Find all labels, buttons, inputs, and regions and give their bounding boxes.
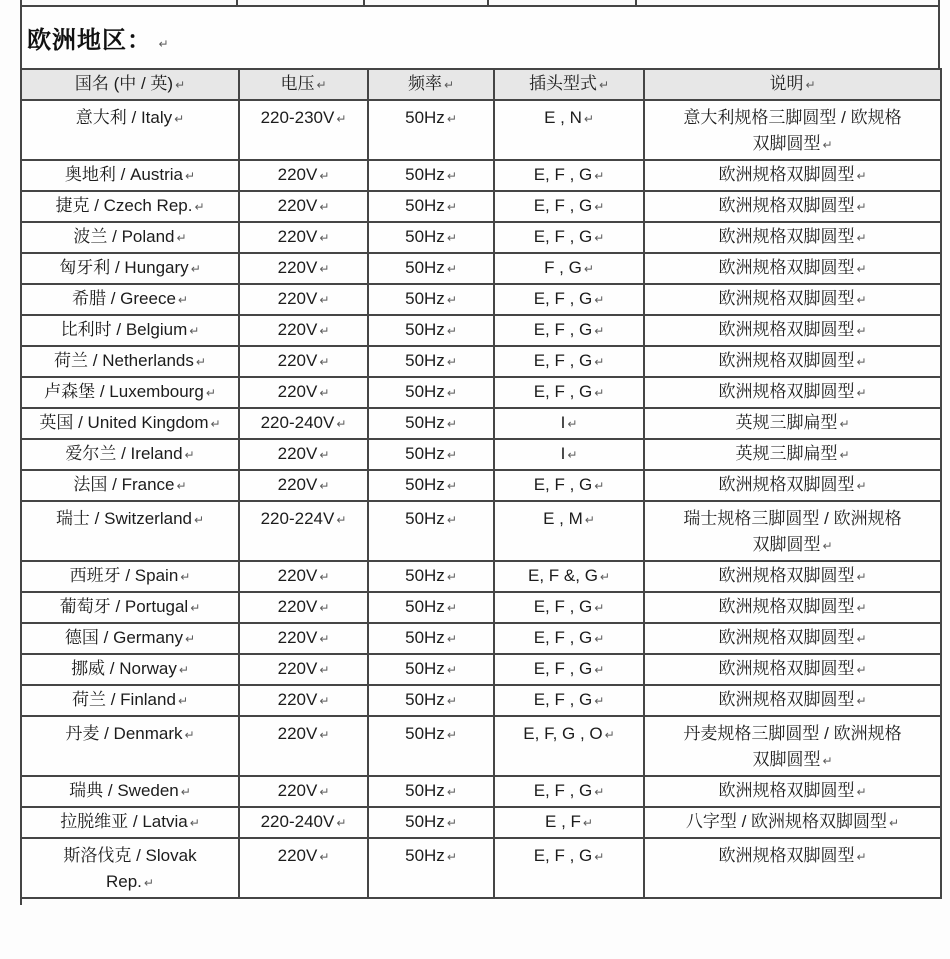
description-cell: 意大利规格三脚圆型 / 欧规格 双脚圆型 ↵ (644, 100, 941, 160)
cell-return-mark: ↵ (205, 386, 216, 400)
table-row (21, 654, 941, 685)
description-cell: 欧洲规格双脚圆型 ↵ (644, 315, 941, 346)
country-cell: 奥地利 / Austria ↵ (21, 160, 239, 191)
voltage-cell: 220V ↵ (239, 623, 368, 654)
frequency-cell: 50Hz ↵ (368, 807, 494, 838)
frequency-cell: 50Hz ↵ (368, 776, 494, 807)
previous-table-remnant-row (20, 0, 940, 7)
cell-return-mark: ↵ (195, 355, 206, 369)
description-cell: 欧洲规格双脚圆型 ↵ (644, 776, 941, 807)
frequency-cell: 50Hz ↵ (368, 253, 494, 284)
cell-return-mark: ↵ (446, 632, 457, 646)
cell-return-mark: ↵ (584, 513, 595, 527)
country-cell: 捷克 / Czech Rep. ↵ (21, 191, 239, 222)
cell-return-mark: ↵ (446, 386, 457, 400)
plug-type-cell: I ↵ (494, 408, 644, 439)
table-row (21, 253, 941, 284)
plug-type-cell: E , F ↵ (494, 807, 644, 838)
cell-return-mark: ↵ (582, 816, 593, 830)
country-cell: 英国 / United Kingdom ↵ (21, 408, 239, 439)
cell-return-mark: ↵ (856, 785, 867, 799)
frequency-cell: 50Hz ↵ (368, 315, 494, 346)
cell-return-mark: ↵ (856, 324, 867, 338)
cell-return-mark: ↵ (598, 78, 610, 92)
cell-return-mark: ↵ (319, 785, 330, 799)
description-cell: 欧洲规格双脚圆型 ↵ (644, 470, 941, 501)
plug-type-cell: E, F , G ↵ (494, 592, 644, 623)
description-cell: 瑞士规格三脚圆型 / 欧洲规格 双脚圆型 ↵ (644, 501, 941, 561)
plug-type-cell: E, F , G ↵ (494, 654, 644, 685)
cell-return-mark: ↵ (604, 728, 615, 742)
cell-return-mark: ↵ (319, 200, 330, 214)
country-cell: 波兰 / Poland ↵ (21, 222, 239, 253)
cell-return-mark: ↵ (336, 112, 347, 126)
cell-return-mark: ↵ (336, 816, 347, 830)
frequency-cell: 50Hz ↵ (368, 501, 494, 561)
cell-return-mark: ↵ (319, 262, 330, 276)
cell-return-mark: ↵ (319, 355, 330, 369)
frequency-cell: 50Hz ↵ (368, 439, 494, 470)
remnant-cell (238, 0, 365, 5)
cell-return-mark: ↵ (177, 293, 188, 307)
cell-return-mark: ↵ (193, 513, 205, 527)
cell-return-mark: ↵ (446, 479, 457, 493)
plug-type-cell: E, F , G ↵ (494, 222, 644, 253)
voltage-cell: 220-230V ↵ (239, 100, 368, 160)
country-cell: 斯洛伐克 / Slovak Rep. ↵ (21, 838, 239, 898)
country-cell: 西班牙 / Spain ↵ (21, 561, 239, 592)
table-header (21, 69, 941, 100)
table-row (21, 284, 941, 315)
voltage-cell: 220V ↵ (239, 346, 368, 377)
voltage-cell: 220V ↵ (239, 776, 368, 807)
remnant-cell (365, 0, 489, 5)
frequency-cell: 50Hz ↵ (368, 191, 494, 222)
voltage-cell: 220V ↵ (239, 716, 368, 776)
cell-return-mark: ↵ (856, 570, 867, 584)
table-row (21, 838, 941, 898)
next-row-remnant (20, 899, 940, 905)
voltage-cell: 220V ↵ (239, 838, 368, 898)
cell-return-mark: ↵ (319, 601, 330, 615)
section-title-row (20, 7, 940, 68)
plug-type-cell: E , M ↵ (494, 501, 644, 561)
table-row (21, 501, 941, 561)
voltage-cell: 220V ↵ (239, 191, 368, 222)
cell-return-mark: ↵ (336, 417, 347, 431)
country-cell: 希腊 / Greece ↵ (21, 284, 239, 315)
cell-return-mark: ↵ (567, 417, 578, 431)
cell-return-mark: ↵ (594, 850, 605, 864)
cell-return-mark: ↵ (594, 479, 605, 493)
cell-return-mark: ↵ (190, 262, 201, 276)
country-cell: 葡萄牙 / Portugal ↵ (21, 592, 239, 623)
description-cell: 英规三脚扁型 ↵ (644, 439, 941, 470)
description-cell: 丹麦规格三脚圆型 / 欧洲规格 双脚圆型 ↵ (644, 716, 941, 776)
cell-return-mark: ↵ (177, 694, 188, 708)
cell-return-mark: ↵ (446, 694, 457, 708)
cell-return-mark: ↵ (319, 728, 330, 742)
power-spec-table (20, 68, 942, 899)
cell-return-mark: ↵ (336, 513, 347, 527)
cell-return-mark: ↵ (180, 785, 191, 799)
cell-return-mark: ↵ (856, 169, 867, 183)
frequency-cell: 50Hz ↵ (368, 716, 494, 776)
cell-return-mark: ↵ (839, 448, 850, 462)
cell-return-mark: ↵ (446, 663, 457, 677)
description-cell: 欧洲规格双脚圆型 ↵ (644, 561, 941, 592)
plug-type-cell: E, F , G ↵ (494, 377, 644, 408)
cell-return-mark: ↵ (319, 386, 330, 400)
country-cell: 瑞士 / Switzerland ↵ (21, 501, 239, 561)
table-row (21, 592, 941, 623)
table-row (21, 191, 941, 222)
frequency-cell: 50Hz ↵ (368, 470, 494, 501)
country-cell: 瑞典 / Sweden ↵ (21, 776, 239, 807)
description-cell: 欧洲规格双脚圆型 ↵ (644, 838, 941, 898)
plug-type-cell: E, F &, G ↵ (494, 561, 644, 592)
cell-return-mark: ↵ (446, 728, 457, 742)
cell-return-mark: ↵ (446, 200, 457, 214)
cell-return-mark: ↵ (446, 169, 457, 183)
country-cell: 荷兰 / Finland ↵ (21, 685, 239, 716)
cell-return-mark: ↵ (184, 728, 195, 742)
remnant-cell (22, 0, 238, 5)
country-cell: 丹麦 / Denmark ↵ (21, 716, 239, 776)
cell-return-mark: ↵ (822, 138, 833, 152)
cell-return-mark: ↵ (446, 293, 457, 307)
cell-return-mark: ↵ (180, 570, 191, 584)
plug-type-cell: E, F , G ↵ (494, 776, 644, 807)
voltage-cell: 220V ↵ (239, 315, 368, 346)
table-row (21, 561, 941, 592)
table-body (21, 100, 941, 898)
cell-return-mark: ↵ (583, 262, 594, 276)
frequency-cell: 50Hz ↵ (368, 623, 494, 654)
cell-return-mark: ↵ (805, 78, 816, 92)
country-cell: 比利时 / Belgium ↵ (21, 315, 239, 346)
frequency-cell: 50Hz ↵ (368, 100, 494, 160)
cell-return-mark: ↵ (594, 601, 605, 615)
cell-return-mark: ↵ (446, 513, 457, 527)
cell-return-mark: ↵ (446, 417, 457, 431)
plug-type-cell: E , N ↵ (494, 100, 644, 160)
header-voltage: 电压 ↵ (239, 69, 368, 100)
cell-return-mark: ↵ (594, 785, 605, 799)
plug-type-cell: E, F , G ↵ (494, 315, 644, 346)
cell-return-mark: ↵ (446, 850, 457, 864)
cell-return-mark: ↵ (446, 355, 457, 369)
section-title: 欧洲地区： (27, 27, 152, 54)
country-cell: 挪威 / Norway ↵ (21, 654, 239, 685)
plug-type-cell: I ↵ (494, 439, 644, 470)
cell-return-mark: ↵ (856, 262, 867, 276)
table-row (21, 716, 941, 776)
cell-return-mark: ↵ (856, 632, 867, 646)
cell-return-mark: ↵ (319, 169, 330, 183)
cell-return-mark: ↵ (446, 262, 457, 276)
description-cell: 欧洲规格双脚圆型 ↵ (644, 623, 941, 654)
frequency-cell: 50Hz ↵ (368, 561, 494, 592)
cell-return-mark: ↵ (594, 231, 605, 245)
plug-type-cell: E, F , G ↵ (494, 284, 644, 315)
description-cell: 欧洲规格双脚圆型 ↵ (644, 284, 941, 315)
cell-return-mark: ↵ (143, 876, 154, 890)
country-cell: 法国 / France ↵ (21, 470, 239, 501)
frequency-cell: 50Hz ↵ (368, 284, 494, 315)
cell-return-mark: ↵ (856, 231, 867, 245)
table-row (21, 685, 941, 716)
table-row (21, 470, 941, 501)
frequency-cell: 50Hz ↵ (368, 592, 494, 623)
cell-return-mark: ↵ (889, 816, 900, 830)
table-row (21, 160, 941, 191)
cell-return-mark: ↵ (594, 324, 605, 338)
plug-type-cell: F , G ↵ (494, 253, 644, 284)
frequency-cell: 50Hz ↵ (368, 685, 494, 716)
table-row (21, 315, 941, 346)
cell-return-mark: ↵ (178, 663, 189, 677)
voltage-cell: 220V ↵ (239, 439, 368, 470)
remnant-cell (489, 0, 637, 5)
voltage-cell: 220-224V ↵ (239, 501, 368, 561)
frequency-cell: 50Hz ↵ (368, 377, 494, 408)
cell-return-mark: ↵ (594, 293, 605, 307)
cell-return-mark: ↵ (446, 816, 457, 830)
voltage-cell: 220V ↵ (239, 654, 368, 685)
paragraph-return-mark: ↵ (158, 37, 169, 51)
cell-return-mark: ↵ (184, 448, 195, 462)
cell-return-mark: ↵ (319, 694, 330, 708)
cell-return-mark: ↵ (175, 78, 186, 92)
header-country: 国名 (中 / 英) ↵ (21, 69, 239, 100)
voltage-cell: 220V ↵ (239, 284, 368, 315)
cell-return-mark: ↵ (185, 632, 196, 646)
cell-return-mark: ↵ (210, 417, 221, 431)
cell-return-mark: ↵ (319, 324, 330, 338)
country-cell: 荷兰 / Netherlands ↵ (21, 346, 239, 377)
voltage-cell: 220V ↵ (239, 222, 368, 253)
cell-return-mark: ↵ (446, 785, 457, 799)
description-cell: 欧洲规格双脚圆型 ↵ (644, 160, 941, 191)
cell-return-mark: ↵ (583, 112, 594, 126)
cell-return-mark: ↵ (594, 386, 605, 400)
cell-return-mark: ↵ (446, 570, 457, 584)
header-plug-type: 插头型式 ↵ (494, 69, 644, 100)
frequency-cell: 50Hz ↵ (368, 160, 494, 191)
frequency-cell: 50Hz ↵ (368, 408, 494, 439)
country-cell: 意大利 / Italy ↵ (21, 100, 239, 160)
cell-return-mark: ↵ (185, 169, 196, 183)
table-row (21, 776, 941, 807)
table-row (21, 377, 941, 408)
cell-return-mark: ↵ (856, 386, 867, 400)
cell-return-mark: ↵ (319, 293, 330, 307)
cell-return-mark: ↵ (319, 448, 330, 462)
description-cell: 欧洲规格双脚圆型 ↵ (644, 346, 941, 377)
header-description: 说明 ↵ (644, 69, 941, 100)
country-cell: 拉脱维亚 / Latvia ↵ (21, 807, 239, 838)
cell-return-mark: ↵ (599, 570, 610, 584)
country-cell: 爱尔兰 / Ireland ↵ (21, 439, 239, 470)
cell-return-mark: ↵ (856, 663, 867, 677)
voltage-cell: 220V ↵ (239, 685, 368, 716)
cell-return-mark: ↵ (446, 231, 457, 245)
cell-return-mark: ↵ (856, 850, 867, 864)
table-row (21, 623, 941, 654)
cell-return-mark: ↵ (856, 355, 867, 369)
description-cell: 欧洲规格双脚圆型 ↵ (644, 253, 941, 284)
table-row (21, 408, 941, 439)
table-row (21, 807, 941, 838)
voltage-cell: 220V ↵ (239, 592, 368, 623)
cell-return-mark: ↵ (856, 479, 867, 493)
table-header-row (21, 69, 941, 100)
cell-return-mark: ↵ (319, 479, 330, 493)
plug-type-cell: E, F , G ↵ (494, 191, 644, 222)
cell-return-mark: ↵ (319, 850, 330, 864)
cell-return-mark: ↵ (174, 112, 185, 126)
voltage-cell: 220V ↵ (239, 470, 368, 501)
description-cell: 欧洲规格双脚圆型 ↵ (644, 685, 941, 716)
country-cell: 德国 / Germany ↵ (21, 623, 239, 654)
cell-return-mark: ↵ (319, 663, 330, 677)
cell-return-mark: ↵ (446, 448, 457, 462)
plug-type-cell: E, F , G ↵ (494, 470, 644, 501)
cell-return-mark: ↵ (176, 479, 187, 493)
frequency-cell: 50Hz ↵ (368, 346, 494, 377)
cell-return-mark: ↵ (319, 632, 330, 646)
plug-type-cell: E, F , G ↵ (494, 685, 644, 716)
voltage-cell: 220-240V ↵ (239, 408, 368, 439)
cell-return-mark: ↵ (316, 78, 327, 92)
table-row (21, 100, 941, 160)
cell-return-mark: ↵ (594, 632, 605, 646)
plug-type-cell: E, F , G ↵ (494, 160, 644, 191)
cell-return-mark: ↵ (856, 694, 867, 708)
cell-return-mark: ↵ (567, 448, 578, 462)
cell-return-mark: ↵ (594, 694, 605, 708)
cell-return-mark: ↵ (594, 663, 605, 677)
table-row (21, 346, 941, 377)
description-cell: 欧洲规格双脚圆型 ↵ (644, 222, 941, 253)
cell-return-mark: ↵ (319, 570, 330, 584)
cell-return-mark: ↵ (319, 231, 330, 245)
cell-return-mark: ↵ (822, 539, 833, 553)
voltage-cell: 220V ↵ (239, 253, 368, 284)
remnant-cell (637, 0, 934, 5)
cell-return-mark: ↵ (190, 601, 201, 615)
cell-return-mark: ↵ (594, 169, 605, 183)
cell-return-mark: ↵ (822, 754, 833, 768)
voltage-cell: 220V ↵ (239, 561, 368, 592)
cell-return-mark: ↵ (189, 324, 200, 338)
voltage-cell: 220V ↵ (239, 377, 368, 408)
plug-type-cell: E, F, G , O ↵ (494, 716, 644, 776)
country-cell: 卢森堡 / Luxembourg ↵ (21, 377, 239, 408)
cell-return-mark: ↵ (856, 293, 867, 307)
cell-return-mark: ↵ (446, 601, 457, 615)
table-row (21, 222, 941, 253)
cell-return-mark: ↵ (443, 78, 455, 92)
description-cell: 英规三脚扁型 ↵ (644, 408, 941, 439)
description-cell: 八字型 / 欧洲规格双脚圆型 ↵ (644, 807, 941, 838)
plug-type-cell: E, F , G ↵ (494, 346, 644, 377)
description-cell: 欧洲规格双脚圆型 ↵ (644, 592, 941, 623)
cell-return-mark: ↵ (839, 417, 850, 431)
description-cell: 欧洲规格双脚圆型 ↵ (644, 377, 941, 408)
voltage-cell: 220V ↵ (239, 160, 368, 191)
frequency-cell: 50Hz ↵ (368, 222, 494, 253)
cell-return-mark: ↵ (194, 200, 205, 214)
cell-return-mark: ↵ (189, 816, 200, 830)
cell-return-mark: ↵ (446, 112, 457, 126)
word-table-document (20, 0, 940, 905)
cell-return-mark: ↵ (176, 231, 187, 245)
voltage-cell: 220-240V ↵ (239, 807, 368, 838)
cell-return-mark: ↵ (594, 200, 605, 214)
description-cell: 欧洲规格双脚圆型 ↵ (644, 654, 941, 685)
cell-return-mark: ↵ (856, 200, 867, 214)
frequency-cell: 50Hz ↵ (368, 654, 494, 685)
header-frequency: 频率 ↵ (368, 69, 494, 100)
cell-return-mark: ↵ (856, 601, 867, 615)
frequency-cell: 50Hz ↵ (368, 838, 494, 898)
cell-return-mark: ↵ (446, 324, 457, 338)
cell-return-mark: ↵ (594, 355, 605, 369)
plug-type-cell: E, F , G ↵ (494, 623, 644, 654)
country-cell: 匈牙利 / Hungary ↵ (21, 253, 239, 284)
plug-type-cell: E, F , G ↵ (494, 838, 644, 898)
description-cell: 欧洲规格双脚圆型 ↵ (644, 191, 941, 222)
table-row (21, 439, 941, 470)
